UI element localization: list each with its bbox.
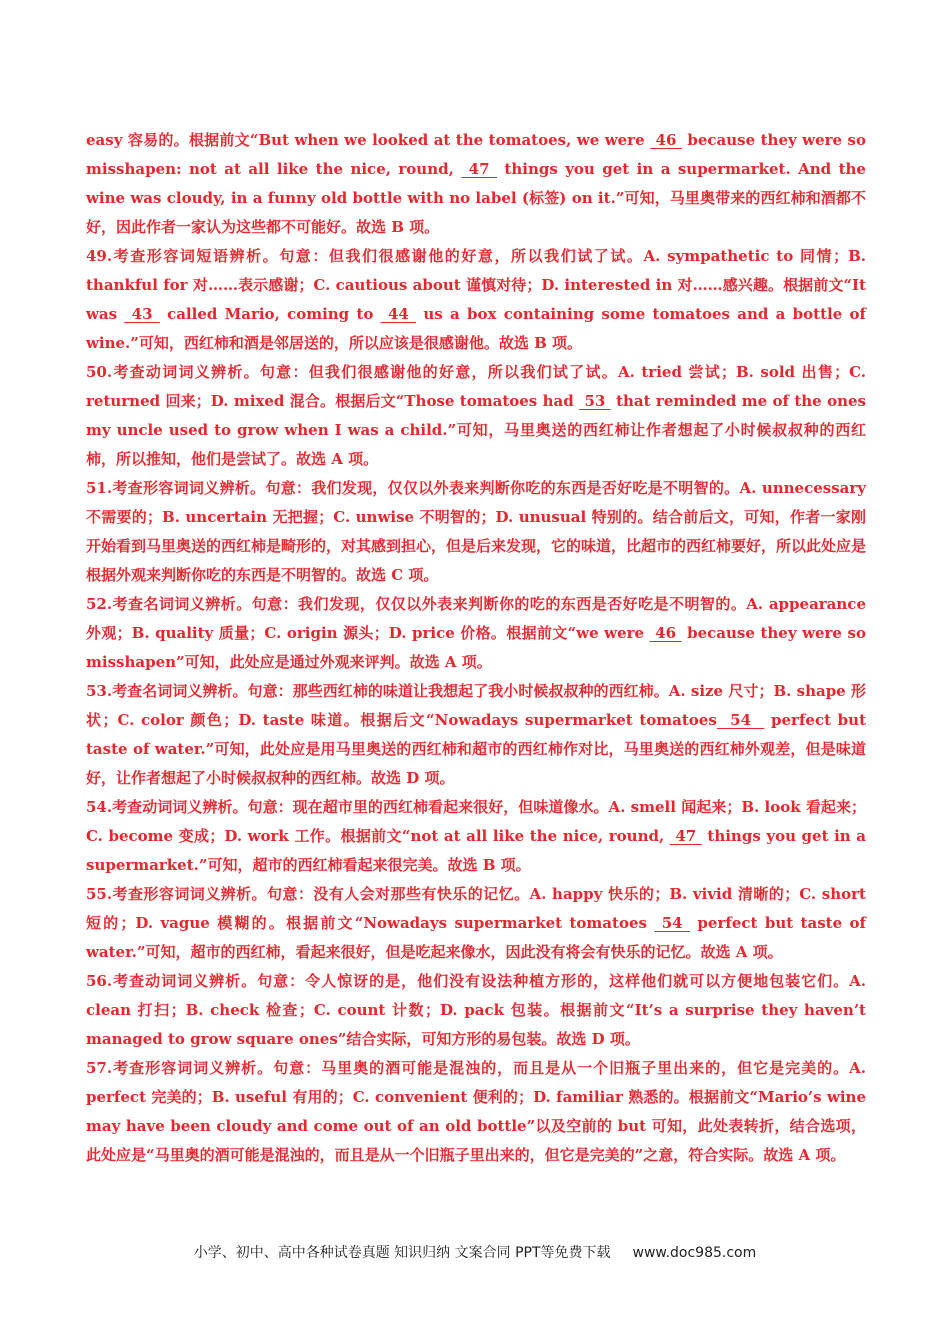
explanation-text: 55.考查形容词词义辨析。句意：没有人会对那些有快乐的记忆。A. happy 快乐的；B. vivid 清晰的；C. short 短的；D. vague 模糊的。根据前文“Nowadays supermarket tomatoes	[86, 885, 866, 932]
blank-number: 54	[654, 914, 691, 932]
answer-explanations	[86, 126, 866, 1170]
blank-number: 44	[380, 305, 417, 323]
blank-number: 43	[124, 305, 160, 323]
explanation-text: because they were so misshapen”可知，此处应是通过外观来评判。故选 A 项。	[86, 624, 866, 671]
explanation-paragraph	[86, 1054, 866, 1170]
explanation-text: perfect but taste of water.”可知，超市的西红柿，看起来很好，但是吃起来像水，因此没有将会有快乐的记忆。故选 A 项。	[86, 914, 866, 961]
blank-number: 47	[669, 827, 702, 845]
explanation-text: perfect but taste of water.”可知，此处应是用马里奥送的西红柿和超市的西红柿作对比，马里奥送的西红柿外观差，但是味道好，让作者想起了小时候叔叔种的西红柿。故选 D 项。	[86, 711, 866, 787]
explanation-text: called Mario, coming to	[159, 305, 381, 323]
explanation-paragraph	[86, 880, 866, 967]
blank-number: 53	[579, 392, 611, 410]
explanation-text: 52.考查名词词义辨析。句意：我们发现，仅仅以外表来判断你的吃的东西是否好吃是不明智的。A. appearance 外观；B. quality 质量；C. origin 源头；D. price 价格。根据前文“we were	[86, 595, 866, 642]
explanation-paragraph	[86, 358, 866, 474]
explanation-text: 51.考查形容词词义辨析。句意：我们发现，仅仅以外表来判断你吃的东西是否好吃是不明智的。A. unnecessary 不需要的；B. uncertain 无把握；C. unwise 不明智的；D. unusual 特别的。结合前后文，可知，作者一家刚开始看到马里奥送的西红柿是畸形的，对其感到担心，但是后来发现，它的味道，比超市的西红柿要好，所以此处应是根据外观来判断你吃的东西是不明智的。故选 C 项。	[86, 479, 867, 584]
explanation-text: 50.考查动词词义辨析。句意：但我们很感谢他的好意，所以我们试了试。A. tried 尝试；B. sold 出售；C. returned 回来；D. mixed 混合。根据后文“Those tomatoes had	[86, 363, 866, 410]
blank-number: 54	[716, 711, 765, 729]
footer-url[interactable]: www.doc985.com	[632, 1245, 757, 1261]
blank-number: 46	[650, 131, 682, 149]
explanation-paragraph	[86, 967, 866, 1054]
explanation-text: because they were so misshapen: not at all like the nice, round,	[86, 131, 866, 178]
explanation-paragraph	[86, 793, 866, 880]
explanation-text: us a box containing some tomatoes and a bottle of wine.”可知，西红柿和酒是邻居送的，所以应该是很感谢他。故选 B 项。	[86, 305, 866, 352]
explanation-text: easy 容易的。根据前文“But when we looked at the tomatoes, we were	[86, 131, 651, 149]
footer-text: 小学、初中、高中各种试卷真题 知识归纳 文案合同 PPT等免费下载	[193, 1245, 611, 1261]
explanation-text: things you get in a supermarket. And the wine was cloudy, in a funny old bottle with no label (标签) on it.”可知，马里奥带来的西红柿和酒都不好，因此作者一家认为这些都不可能好。故选 B 项。	[86, 160, 866, 236]
explanation-text: 56.考查动词词义辨析。句意：令人惊讶的是，他们没有设法种植方形的，这样他们就可以方便地包装它们。A. clean 打扫；B. check 检查；C. count 计数；D. pack 包装。根据前文“It’s a surprise they haven’t managed to grow square ones”结合实际，可知方形的易包装。故选 D 项。	[86, 972, 866, 1048]
blank-number: 46	[649, 624, 682, 642]
page-footer	[0, 1242, 950, 1262]
explanation-paragraph	[86, 474, 866, 590]
explanation-paragraph	[86, 242, 866, 358]
explanation-paragraph	[86, 677, 866, 793]
explanation-text: 53.考查名词词义辨析。句意：那些西红柿的味道让我想起了我小时候叔叔种的西红柿。A. size 尺寸；B. shape 形状；C. color 颜色；D. taste 味道。根据后文“Nowadays supermarket tomatoes	[86, 682, 866, 729]
explanation-text: things you get in a supermarket.”可知，超市的西红柿看起来很完美。故选 B 项。	[86, 827, 866, 874]
explanation-paragraph	[86, 126, 866, 242]
explanation-paragraph	[86, 590, 866, 677]
blank-number: 47	[461, 160, 497, 178]
explanation-text: 54.考查动词词义辨析。句意：现在超市里的西红柿看起来很好，但味道像水。A. smell 闻起来；B. look 看起来；C. become 变成；D. work 工作。根据前文“not at all like the nice, round,	[86, 798, 866, 845]
explanation-text: 49.考查形容词短语辨析。句意：但我们很感谢他的好意，所以我们试了试。A. sympathetic to 同情；B. thankful for 对……表示感谢；C. cautious about 谨慎对待；D. interested in 对……感兴趣。根据前文“It was	[86, 247, 866, 323]
explanation-text: 57.考查形容词词义辨析。句意：马里奥的酒可能是混浊的，而且是从一个旧瓶子里出来的，但它是完美的。A. perfect 完美的；B. useful 有用的；C. convenient 便利的；D. familiar 熟悉的。根据前文“Mario’s wine may have been cloudy and come out of an old bottle”以及空前的 but 可知，此处表转折，结合选项，此处应是“马里奥的酒可能是混浊的，而且是从一个旧瓶子里出来的，但它是完美的”之意，符合实际。故选 A 项。	[86, 1059, 866, 1164]
explanation-text: that reminded me of the ones my uncle used to grow when I was a child.”可知，马里奥送的西红柿让作者想起了小时候叔叔种的西红柿，所以推知，他们是尝试了。故选 A 项。	[86, 392, 866, 468]
